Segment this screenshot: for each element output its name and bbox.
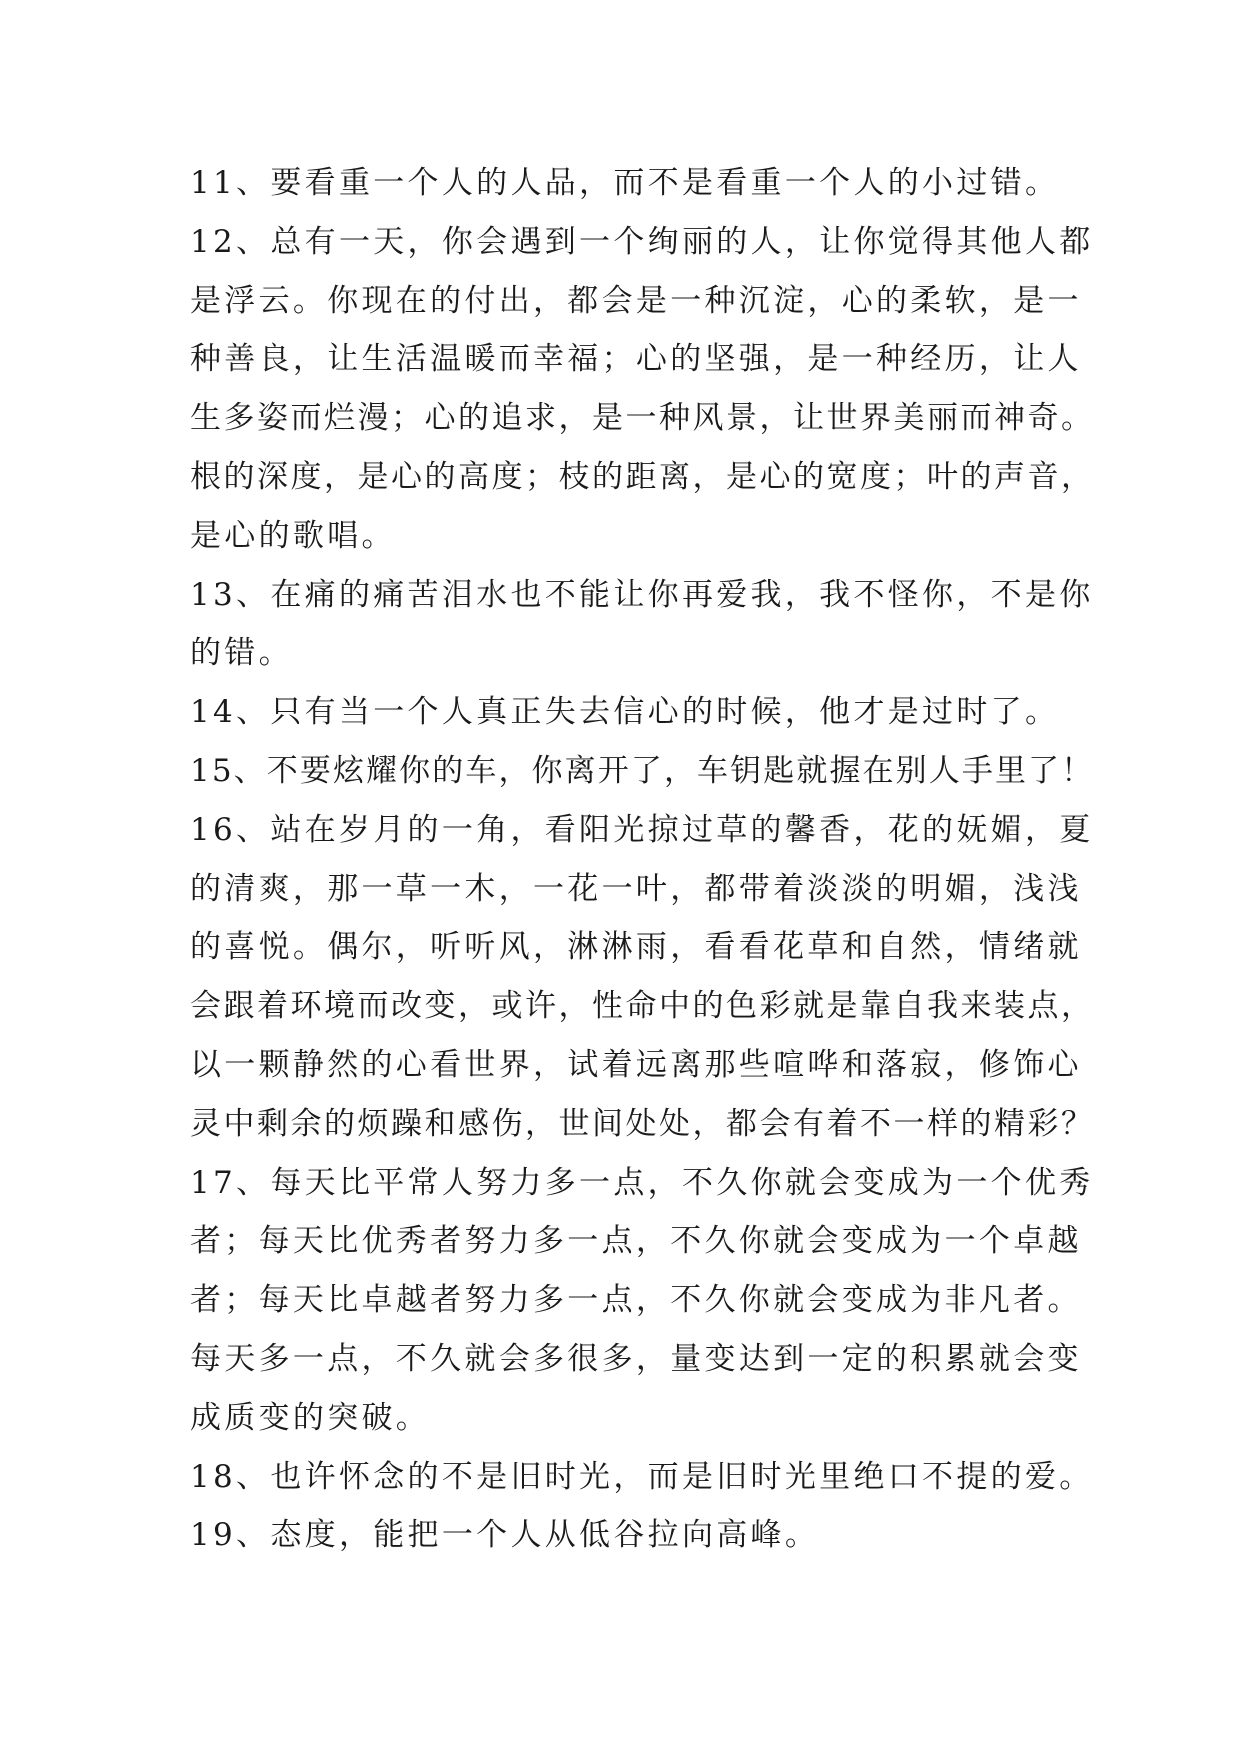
text-line: 的喜悦。偶尔，听听风，淋淋雨，看看花草和自然，情绪就 (190, 929, 1082, 966)
text-line: 13、在痛的痛苦泪水也不能让你再爱我，我不怪你，不是你 (190, 576, 1094, 613)
text-line: 根的深度，是心的高度；枝的距离，是心的宽度；叶的声音， (190, 458, 1095, 495)
text-line: 的清爽，那一草一木，一花一叶，都带着淡淡的明媚，浅浅 (190, 870, 1082, 907)
text-line: 以一颗静然的心看世界，试着远离那些喧哗和落寂，修饰心 (190, 1046, 1082, 1083)
text-line: 12、总有一天，你会遇到一个绚丽的人，让你觉得其他人都 (190, 223, 1094, 260)
document-body (190, 154, 1095, 1565)
text-line: 种善良，让生活温暖而幸福；心的坚强，是一种经历，让人 (190, 341, 1082, 378)
text-line: 是心的歌唱。 (190, 517, 396, 554)
text-line: 者；每天比卓越者努力多一点，不久你就会变成为非凡者。 (190, 1282, 1082, 1319)
text-line: 14、只有当一个人真正失去信心的时候，他才是过时了。 (190, 694, 1060, 731)
text-line: 成质变的突破。 (190, 1399, 431, 1436)
text-line: 16、站在岁月的一角，看阳光掠过草的馨香，花的妩媚，夏 (190, 811, 1094, 848)
text-line: 灵中剩余的烦躁和感伤，世间处处，都会有着不一样的精彩？ (190, 1105, 1095, 1142)
text-line: 每天多一点，不久就会多很多，量变达到一定的积累就会变 (190, 1340, 1082, 1377)
text-line: 生多姿而烂漫；心的追求，是一种风景，让世界美丽而神奇。 (190, 400, 1095, 437)
text-line: 会跟着环境而改变，或许，性命中的色彩就是靠自我来装点， (190, 988, 1095, 1025)
text-line: 者；每天比优秀者努力多一点，不久你就会变成为一个卓越 (190, 1223, 1082, 1260)
text-line: 18、也许怀念的不是旧时光，而是旧时光里绝口不提的爱。 (190, 1458, 1094, 1495)
text-line: 19、态度，能把一个人从低谷拉向高峰。 (190, 1517, 820, 1554)
text-line: 的错。 (190, 635, 293, 672)
text-line: 15、不要炫耀你的车，你离开了，车钥匙就握在别人手里了！ (190, 752, 1095, 789)
text-line: 11、要看重一个人的人品，而不是看重一个人的小过错。 (190, 165, 1060, 201)
text-line: 17、每天比平常人努力多一点，不久你就会变成为一个优秀 (190, 1164, 1094, 1201)
text-line: 是浮云。你现在的付出，都会是一种沉淀，心的柔软，是一 (190, 282, 1082, 319)
